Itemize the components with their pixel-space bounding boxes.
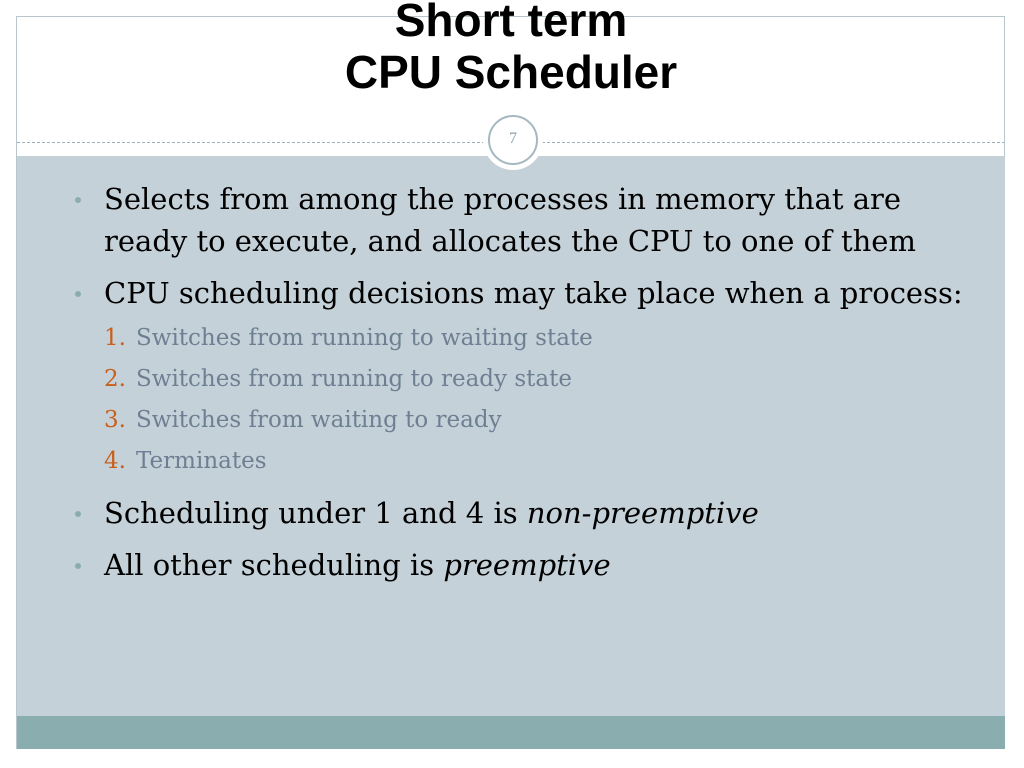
bullet-text: Selects from among the processes in memory that are ready to execute, and allocates the CPU to one of them — [104, 182, 916, 258]
sublist-number: 2. — [104, 366, 126, 392]
slide-title — [17, 0, 1005, 98]
bullet-emphasis: preemptive — [443, 548, 611, 582]
sublist-text: Switches from running to waiting state — [136, 325, 593, 351]
sublist-item — [104, 359, 970, 400]
sublist-text: Switches from running to ready state — [136, 366, 572, 392]
title-line-2: CPU Scheduler — [344, 46, 678, 98]
sublist-item — [104, 400, 970, 441]
sublist-number: 3. — [104, 407, 126, 433]
bullet-dot-icon — [75, 291, 81, 297]
bullet-emphasis: non-preemptive — [526, 496, 759, 530]
slide-number: 7 — [488, 115, 538, 165]
sublist-text: Switches from waiting to ready — [136, 407, 502, 433]
footer-bar — [17, 716, 1005, 749]
bullet-item — [70, 492, 970, 534]
bullet-item — [70, 272, 970, 482]
sublist-number: 1. — [104, 325, 126, 351]
bullet-text: All other scheduling is — [104, 548, 444, 582]
sublist-number: 4. — [104, 448, 126, 474]
bullet-dot-icon — [75, 511, 81, 517]
bullet-dot-icon — [75, 563, 81, 569]
title-line-1: Short term — [394, 0, 628, 46]
sublist-item — [104, 441, 970, 482]
bullet-list — [70, 178, 970, 596]
sublist-text: Terminates — [136, 448, 267, 474]
bullet-item — [70, 178, 970, 262]
bullet-dot-icon — [75, 197, 81, 203]
bullet-item — [70, 544, 970, 586]
sublist-item — [104, 318, 970, 359]
bullet-text: Scheduling under 1 and 4 is — [104, 496, 527, 530]
bullet-text: CPU scheduling decisions may take place when a process: — [104, 276, 963, 310]
numbered-sublist — [104, 318, 970, 482]
